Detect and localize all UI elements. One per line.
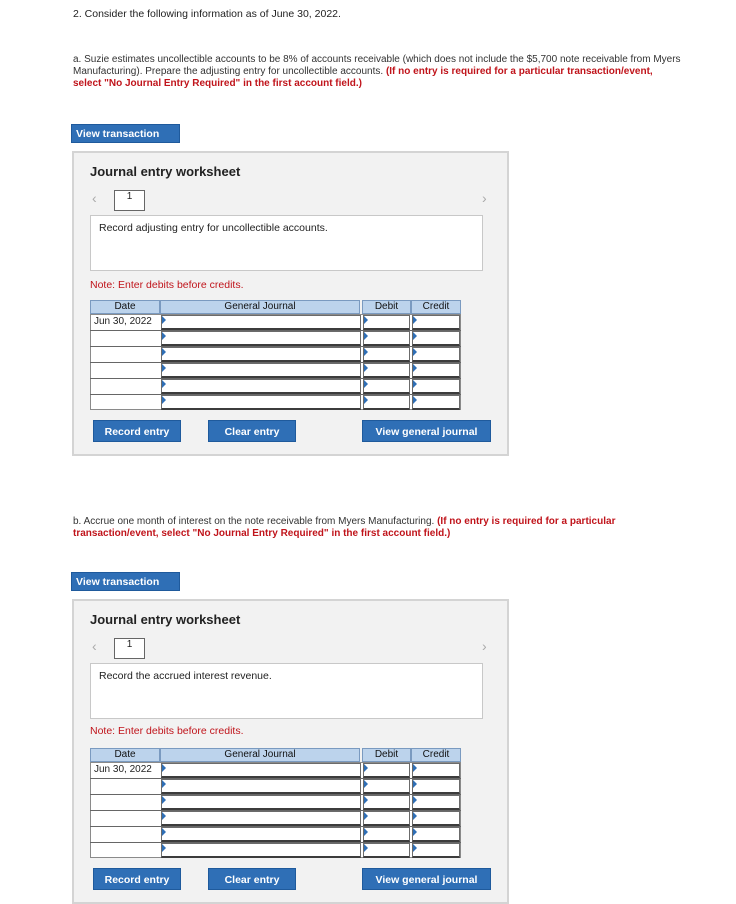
part-a-instruction: (If no entry is required for a particular transaction/event, select "No Journal Entry Required" in the first account field.) — [73, 66, 653, 89]
credit-input[interactable] — [412, 843, 460, 858]
debit-credit-note-a: Note: Enter debits before credits. — [90, 279, 244, 291]
view-general-journal-button[interactable]: View general journal — [362, 420, 491, 442]
col-date-header: Date — [90, 300, 160, 314]
part-b-text: b. Accrue one month of interest on the note receivable from Myers Manufacturing. — [73, 516, 435, 527]
view-transaction-list-button-b[interactable]: View transaction — [71, 572, 180, 591]
credit-input[interactable] — [412, 379, 460, 394]
question-title: 2. Consider the following information as of June 30, 2022. — [73, 8, 341, 20]
col-credit-header: Credit — [411, 748, 461, 762]
debit-input[interactable] — [363, 331, 410, 346]
record-entry-button[interactable]: Record entry — [93, 868, 181, 890]
date-cell-b: Jun 30, 2022 — [91, 763, 162, 777]
part-a-text: a. Suzie estimates uncollectible accounts to be 8% of accounts receivable (which does not include the $5,700 note receivable from Myers Manufacturing). Prepare the adjusting entry for uncollectible accounts. — [73, 54, 681, 77]
credit-input[interactable] — [412, 395, 460, 410]
credit-input[interactable] — [412, 331, 460, 346]
journal-worksheet-a — [72, 151, 509, 456]
view-transaction-list-button-a[interactable]: View transaction — [71, 124, 180, 143]
col-journal-header: General Journal — [160, 748, 360, 762]
account-input[interactable] — [161, 779, 361, 794]
part-a-prompt — [73, 54, 683, 90]
credit-input[interactable] — [412, 315, 460, 330]
clear-entry-button[interactable]: Clear entry — [208, 868, 296, 890]
debit-input[interactable] — [363, 347, 410, 362]
account-input[interactable] — [161, 827, 361, 842]
record-entry-button[interactable]: Record entry — [93, 420, 181, 442]
account-input[interactable] — [161, 795, 361, 810]
account-input[interactable] — [161, 763, 361, 778]
credit-input[interactable] — [412, 363, 460, 378]
part-b-instruction: (If no entry is required for a particular transaction/event, select "No Journal Entry Required" in the first account field.) — [73, 516, 616, 539]
page-number-a[interactable]: 1 — [114, 190, 145, 211]
chevron-left-icon[interactable]: ‹ — [92, 638, 97, 654]
chevron-right-icon[interactable]: › — [482, 190, 487, 206]
debit-input[interactable] — [363, 395, 410, 410]
account-input[interactable] — [161, 843, 361, 858]
clear-entry-button[interactable]: Clear entry — [208, 420, 296, 442]
debit-input[interactable] — [363, 843, 410, 858]
col-date-header: Date — [90, 748, 160, 762]
credit-input[interactable] — [412, 811, 460, 826]
col-debit-header: Debit — [362, 300, 411, 314]
col-journal-header: General Journal — [160, 300, 360, 314]
view-general-journal-button[interactable]: View general journal — [362, 868, 491, 890]
account-input[interactable] — [161, 811, 361, 826]
journal-worksheet-b — [72, 599, 509, 904]
debit-input[interactable] — [363, 795, 410, 810]
debit-input[interactable] — [363, 763, 410, 778]
account-input[interactable] — [161, 315, 361, 330]
credit-input[interactable] — [412, 347, 460, 362]
account-input[interactable] — [161, 331, 361, 346]
part-b-prompt — [73, 516, 683, 540]
col-credit-header: Credit — [411, 300, 461, 314]
account-input[interactable] — [161, 379, 361, 394]
entry-description-a: Record adjusting entry for uncollectible accounts. — [90, 215, 483, 271]
credit-input[interactable] — [412, 827, 460, 842]
debit-credit-note-b: Note: Enter debits before credits. — [90, 725, 244, 737]
date-cell-a: Jun 30, 2022 — [91, 315, 162, 329]
credit-input[interactable] — [412, 779, 460, 794]
credit-input[interactable] — [412, 795, 460, 810]
account-input[interactable] — [161, 363, 361, 378]
worksheet-title-a: Journal entry worksheet — [90, 164, 241, 179]
debit-input[interactable] — [363, 827, 410, 842]
chevron-right-icon[interactable]: › — [482, 638, 487, 654]
debit-input[interactable] — [363, 315, 410, 330]
entry-description-b: Record the accrued interest revenue. — [90, 663, 483, 719]
debit-input[interactable] — [363, 363, 410, 378]
col-debit-header: Debit — [362, 748, 411, 762]
credit-input[interactable] — [412, 763, 460, 778]
chevron-left-icon[interactable]: ‹ — [92, 190, 97, 206]
worksheet-title-b: Journal entry worksheet — [90, 612, 241, 627]
page-number-b[interactable]: 1 — [114, 638, 145, 659]
debit-input[interactable] — [363, 779, 410, 794]
account-input[interactable] — [161, 347, 361, 362]
debit-input[interactable] — [363, 811, 410, 826]
debit-input[interactable] — [363, 379, 410, 394]
account-input[interactable] — [161, 395, 361, 410]
